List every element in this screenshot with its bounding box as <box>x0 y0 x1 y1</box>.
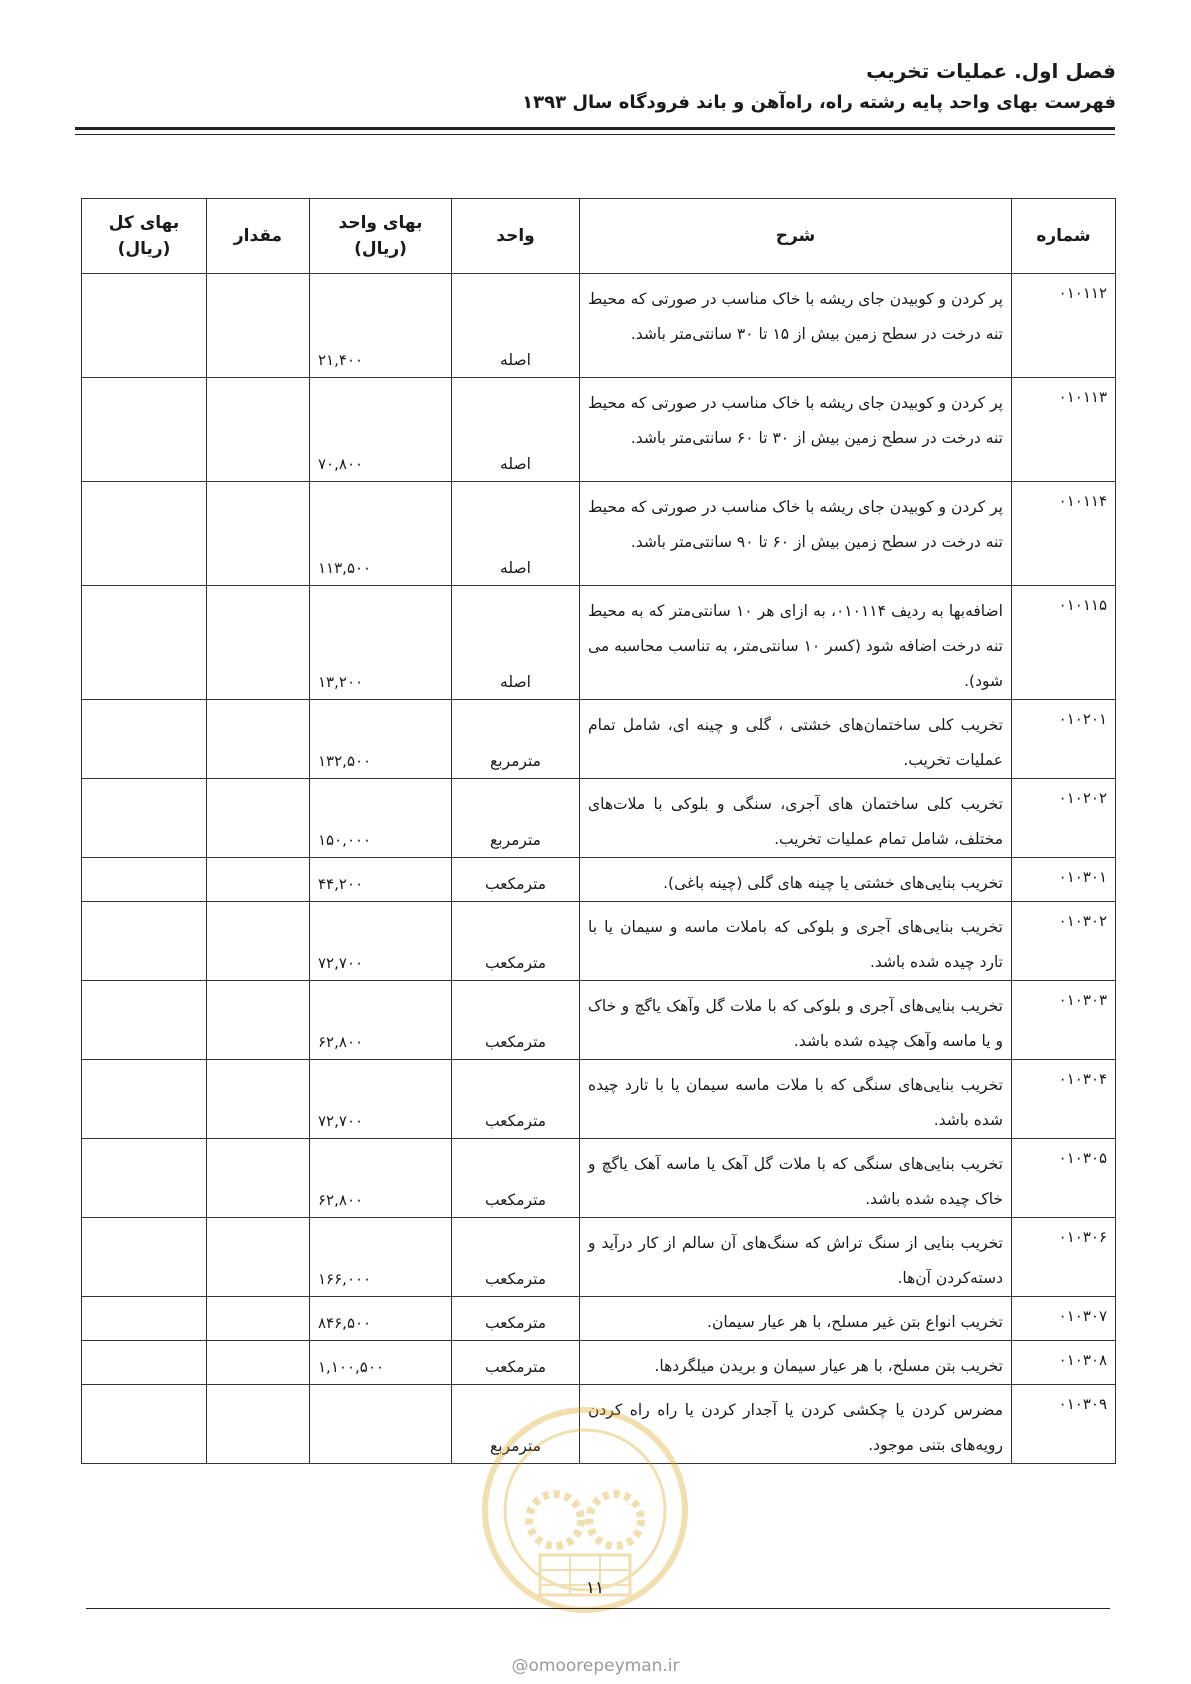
item-total <box>82 779 207 858</box>
price-list-table <box>81 198 1116 1464</box>
item-unit: اصله <box>452 274 580 378</box>
item-quantity <box>207 981 310 1060</box>
table-row <box>82 779 1116 858</box>
item-description: مضرس کردن یا چکشی کردن یا آجدار کردن یا راه راه کردن رویه‌های بتنی موجود. <box>580 1385 1012 1464</box>
item-number: ۰۱۰۱۱۵ <box>1012 586 1116 700</box>
item-quantity <box>207 378 310 482</box>
column-header-description: شرح <box>580 199 1012 274</box>
item-total <box>82 378 207 482</box>
item-description: تخریب بنایی‌های خشتی یا چینه های گلی (چینه باغی). <box>580 858 1012 902</box>
item-unit: مترمکعب <box>452 902 580 981</box>
item-unit: مترمربع <box>452 700 580 779</box>
item-quantity <box>207 858 310 902</box>
item-unit: مترمربع <box>452 779 580 858</box>
item-number: ۰۱۰۱۱۴ <box>1012 482 1116 586</box>
column-header-number: شماره <box>1012 199 1116 274</box>
item-quantity <box>207 1297 310 1341</box>
item-total <box>82 482 207 586</box>
item-total <box>82 1297 207 1341</box>
table-row <box>82 1218 1116 1297</box>
page-number: ۱۱ <box>585 1578 605 1598</box>
item-unit: اصله <box>452 482 580 586</box>
item-quantity <box>207 586 310 700</box>
item-quantity <box>207 274 310 378</box>
item-number: ۰۱۰۲۰۲ <box>1012 779 1116 858</box>
item-description: تخریب بنایی از سنگ تراش که سنگ‌های آن سالم از کار درآید و دسته‌کردن آن‌ها. <box>580 1218 1012 1297</box>
footer-rule <box>86 1608 1110 1609</box>
item-number: ۰۱۰۳۰۹ <box>1012 1385 1116 1464</box>
item-number: ۰۱۰۳۰۳ <box>1012 981 1116 1060</box>
item-unit-price: ۴۴,۲۰۰ <box>310 858 452 902</box>
item-quantity <box>207 482 310 586</box>
item-number: ۰۱۰۳۰۲ <box>1012 902 1116 981</box>
table-row <box>82 586 1116 700</box>
page-header <box>76 56 1116 118</box>
item-quantity <box>207 1060 310 1139</box>
table-row <box>82 1341 1116 1385</box>
item-quantity <box>207 1139 310 1218</box>
item-number: ۰۱۰۳۰۷ <box>1012 1297 1116 1341</box>
item-unit: اصله <box>452 586 580 700</box>
item-unit: مترمکعب <box>452 1060 580 1139</box>
item-description: تخریب بنایی‌های آجری و بلوکی که باملات ماسه و سیمان یا با تارد چیده شده باشد. <box>580 902 1012 981</box>
header-rule-thick <box>75 127 1115 130</box>
table-row <box>82 858 1116 902</box>
total-currency: (ریال) <box>117 239 171 259</box>
table-header-row <box>82 199 1116 274</box>
table-row <box>82 482 1116 586</box>
unit-price-label: بهای واحد <box>338 213 423 233</box>
table-row <box>82 700 1116 779</box>
item-number: ۰۱۰۱۱۲ <box>1012 274 1116 378</box>
item-quantity <box>207 1341 310 1385</box>
item-unit-price: ۱۳۲,۵۰۰ <box>310 700 452 779</box>
item-description: تخریب بتن مسلح، با هر عیار سیمان و بریدن میلگردها. <box>580 1341 1012 1385</box>
item-unit: مترمکعب <box>452 1341 580 1385</box>
item-total <box>82 274 207 378</box>
item-total <box>82 1060 207 1139</box>
item-unit-price: ۷۰,۸۰۰ <box>310 378 452 482</box>
chapter-title: فصل اول. عملیات تخریب <box>866 59 1116 83</box>
item-number: ۰۱۰۳۰۴ <box>1012 1060 1116 1139</box>
table-row <box>82 274 1116 378</box>
item-number: ۰۱۰۳۰۵ <box>1012 1139 1116 1218</box>
item-unit: مترمکعب <box>452 858 580 902</box>
item-unit: مترمکعب <box>452 981 580 1060</box>
item-quantity <box>207 779 310 858</box>
item-total <box>82 981 207 1060</box>
item-number: ۰۱۰۲۰۱ <box>1012 700 1116 779</box>
column-header-unit-price <box>310 199 452 274</box>
header-rule-thin <box>75 134 1115 135</box>
item-description: پر کردن و کوبیدن جای ریشه با خاک مناسب در صورتی که محیط تنه درخت در سطح زمین بیش از ۱۵ تا ۳۰ سانتی‌متر باشد. <box>580 274 1012 378</box>
item-total <box>82 586 207 700</box>
item-number: ۰۱۰۳۰۶ <box>1012 1218 1116 1297</box>
item-unit: مترمربع <box>452 1385 580 1464</box>
item-description: پر کردن و کوبیدن جای ریشه با خاک مناسب در صورتی که محیط تنه درخت در سطح زمین بیش از ۶۰ تا ۹۰ سانتی‌متر باشد. <box>580 482 1012 586</box>
item-description: تخریب کلی ساختمان‌های خشتی ، گلی و چینه ای، شامل تمام عملیات تخریب. <box>580 700 1012 779</box>
site-credit-watermark: @omoorepeyman.ir <box>511 1656 680 1676</box>
table-row <box>82 1297 1116 1341</box>
item-unit-price: ۷۲,۷۰۰ <box>310 1060 452 1139</box>
item-unit-price: ۶۲,۸۰۰ <box>310 1139 452 1218</box>
item-unit: مترمکعب <box>452 1218 580 1297</box>
item-number: ۰۱۰۳۰۸ <box>1012 1341 1116 1385</box>
item-total <box>82 1385 207 1464</box>
column-header-unit: واحد <box>452 199 580 274</box>
item-total <box>82 858 207 902</box>
item-total <box>82 902 207 981</box>
item-unit-price: ۱۵۰,۰۰۰ <box>310 779 452 858</box>
item-unit-price: ۱۱۳,۵۰۰ <box>310 482 452 586</box>
table-row <box>82 902 1116 981</box>
item-description: تخریب بنایی‌های سنگی که با ملات گل آهک یا ماسه آهک یاگچ و خاک چیده شده باشد. <box>580 1139 1012 1218</box>
item-description: تخریب کلی ساختمان های آجری، سنگی و بلوکی با ملات‌های مختلف، شامل تمام عملیات تخریب. <box>580 779 1012 858</box>
item-unit-price: ۸۴۶,۵۰۰ <box>310 1297 452 1341</box>
item-quantity <box>207 1385 310 1464</box>
item-unit: اصله <box>452 378 580 482</box>
item-total <box>82 1341 207 1385</box>
item-description: پر کردن و کوبیدن جای ریشه با خاک مناسب در صورتی که محیط تنه درخت در سطح زمین بیش از ۳۰ تا ۶۰ سانتی‌متر باشد. <box>580 378 1012 482</box>
table-row <box>82 1139 1116 1218</box>
item-quantity <box>207 1218 310 1297</box>
item-unit: مترمکعب <box>452 1297 580 1341</box>
column-header-total <box>82 199 207 274</box>
item-description: تخریب انواع بتن غیر مسلح، با هر عیار سیمان. <box>580 1297 1012 1341</box>
item-unit-price: ۱۳,۲۰۰ <box>310 586 452 700</box>
item-total <box>82 1139 207 1218</box>
item-quantity <box>207 902 310 981</box>
item-number: ۰۱۰۱۱۳ <box>1012 378 1116 482</box>
total-label: بهای کل <box>108 213 180 233</box>
item-total <box>82 1218 207 1297</box>
item-description: تخریب بنایی‌های سنگی که با ملات ماسه سیمان یا با تارد چیده شده باشد. <box>580 1060 1012 1139</box>
item-unit-price: ۱۶۶,۰۰۰ <box>310 1218 452 1297</box>
table-row <box>82 1060 1116 1139</box>
item-description: تخریب بنایی‌های آجری و بلوکی که با ملات گل وآهک یاگچ و خاک و یا ماسه وآهک چیده شده باشد. <box>580 981 1012 1060</box>
item-unit-price: ۱,۱۰۰,۵۰۰ <box>310 1341 452 1385</box>
item-unit: مترمکعب <box>452 1139 580 1218</box>
item-description: اضافه‌بها به ردیف ۰۱۰۱۱۴، به ازای هر ۱۰ سانتی‌متر که به محیط تنه درخت اضافه شود (کسر ۱۰ سانتی‌متر، به تناسب محاسبه می شود). <box>580 586 1012 700</box>
item-unit-price: ۶۲,۸۰۰ <box>310 981 452 1060</box>
item-unit-price: ۷۲,۷۰۰ <box>310 902 452 981</box>
document-subtitle: فهرست بهای واحد پایه رشته راه، راه‌آهن و باند فرودگاه سال ۱۳۹۳ <box>522 92 1116 113</box>
item-unit-price: ۲۱,۴۰۰ <box>310 274 452 378</box>
item-unit-price <box>310 1385 452 1464</box>
item-total <box>82 700 207 779</box>
column-header-quantity: مقدار <box>207 199 310 274</box>
unit-price-currency: (ریال) <box>354 239 407 259</box>
item-quantity <box>207 700 310 779</box>
table-row <box>82 378 1116 482</box>
table-row <box>82 1385 1116 1464</box>
table-row <box>82 981 1116 1060</box>
item-number: ۰۱۰۳۰۱ <box>1012 858 1116 902</box>
